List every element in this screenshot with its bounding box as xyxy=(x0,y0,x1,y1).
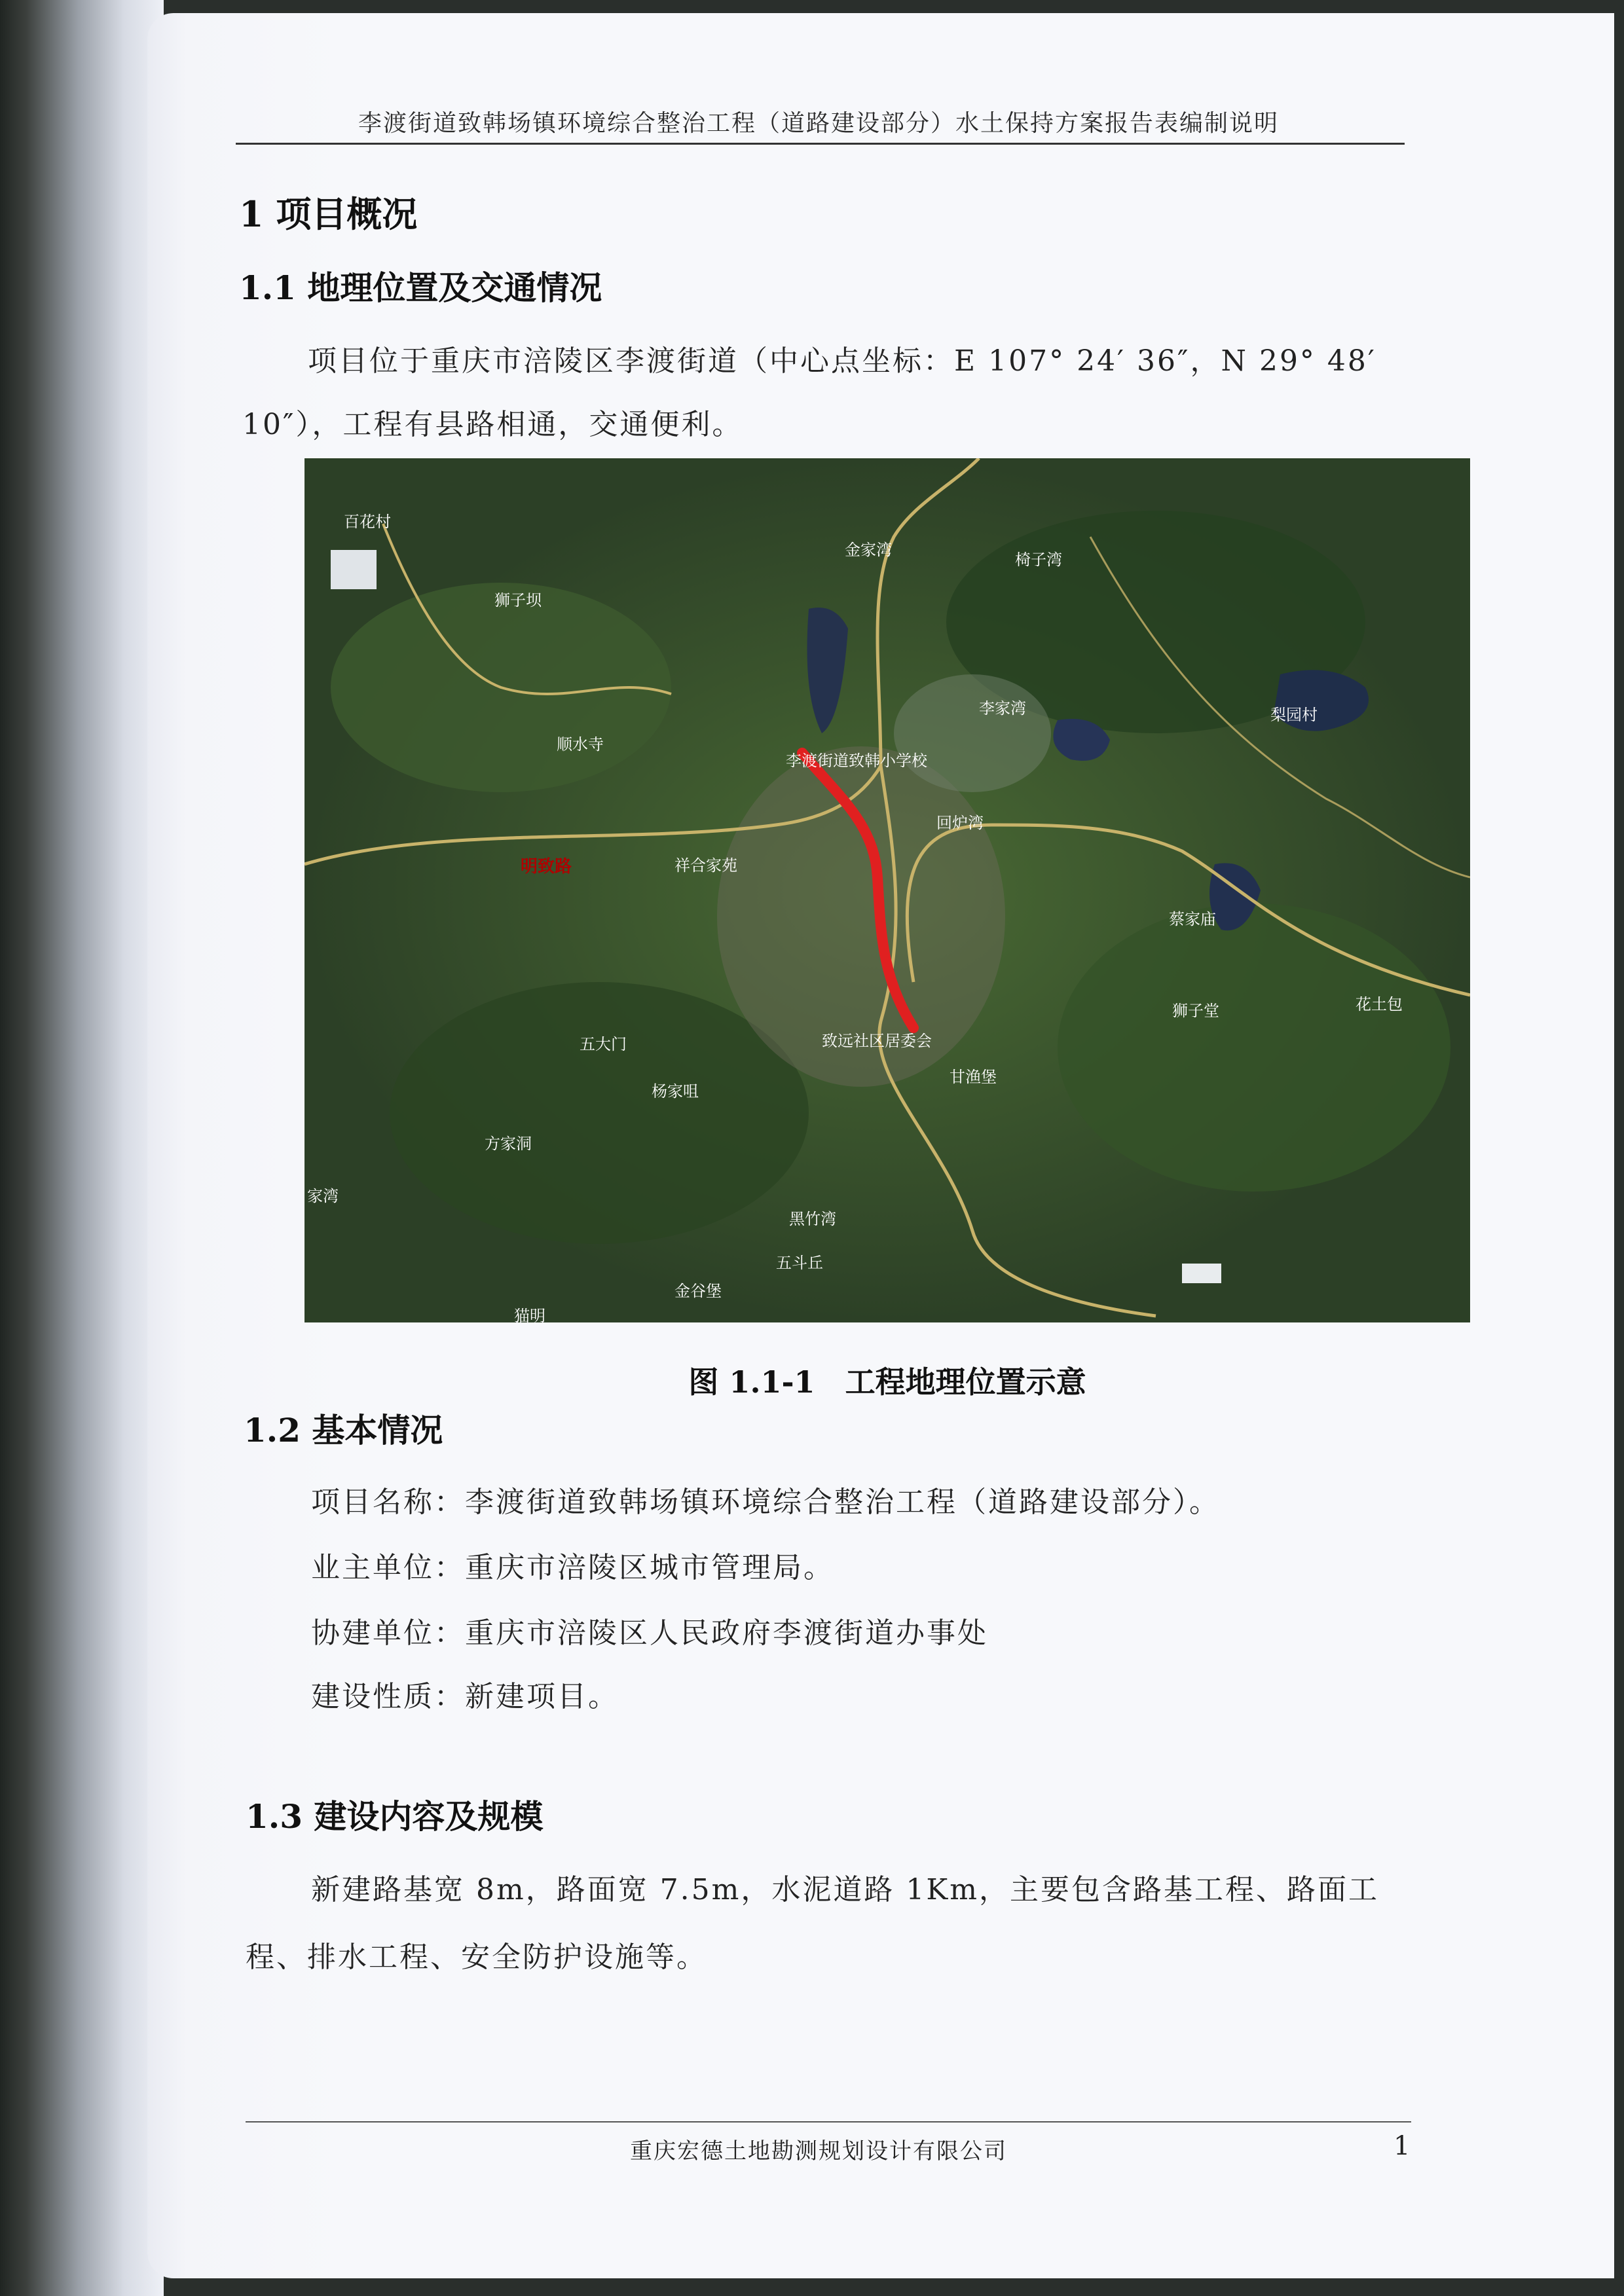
map-label-huiluwan: 回炉湾 xyxy=(936,814,984,832)
section-1-heading: 1 项目概况 xyxy=(239,193,418,235)
map-label-shunshuisi: 顺水寺 xyxy=(557,735,604,754)
building-block xyxy=(331,550,377,589)
section-1-1-heading: 1.1 地理位置及交通情况 xyxy=(239,268,602,307)
figure-caption: 图 1.1-1 工程地理位置示意 xyxy=(688,1364,1086,1400)
running-header: 李渡街道致韩场镇环境综合整治工程（道路建设部分）水土保持方案报告表编制说明 xyxy=(358,110,1279,137)
map-label-zhiyuan: 致远社区居委会 xyxy=(822,1032,932,1050)
map-label-huashibao: 花土包 xyxy=(1356,995,1403,1013)
footer-rule xyxy=(246,2121,1411,2123)
map-label-baihuacun: 百花村 xyxy=(344,513,391,531)
map-label-yangjiayao: 杨家咀 xyxy=(652,1082,699,1101)
map-label-wudamen: 五大门 xyxy=(580,1035,627,1053)
map-label-wudouqiu: 五斗丘 xyxy=(776,1254,823,1272)
satellite-map xyxy=(304,458,1470,1322)
footer-company: 重庆宏德土地勘测规划设计有限公司 xyxy=(630,2138,1007,2164)
building-block xyxy=(1182,1264,1221,1283)
book-binding-shadow xyxy=(0,0,164,2296)
map-label-maoming: 猫明 xyxy=(514,1307,545,1322)
map-label-ganyubao: 甘渔堡 xyxy=(950,1068,997,1086)
basic-info-project-name: 项目名称：李渡街道致韩场镇环境综合整治工程（道路建设部分）。 xyxy=(311,1485,1220,1519)
map-label-school: 李渡街道致韩小学校 xyxy=(786,752,927,770)
map-label-jinjiawan: 金家湾 xyxy=(845,541,892,559)
basic-info-co-builder: 协建单位：重庆市涪陵区人民政府李渡街道办事处 xyxy=(311,1616,988,1650)
basic-info-nature: 建设性质：新建项目。 xyxy=(311,1680,619,1713)
map-label-lijiawan: 李家湾 xyxy=(979,699,1026,718)
location-paragraph-line-2: 10″），工程有县路相通，交通便利。 xyxy=(242,408,743,441)
map-label-jiawan: 家湾 xyxy=(307,1187,339,1205)
page-number: 1 xyxy=(1393,2131,1411,2161)
map-label-yiziwan: 椅子湾 xyxy=(1015,551,1062,569)
map-label-fangjiadong: 方家洞 xyxy=(485,1135,532,1153)
map-label-jingubao: 金谷堡 xyxy=(674,1282,722,1300)
section-1-2-heading: 1.2 基本情况 xyxy=(244,1411,443,1449)
map-label-heizhuwan: 黑竹湾 xyxy=(789,1210,836,1228)
map-label-caijiamiao: 蔡家庙 xyxy=(1169,910,1216,928)
location-paragraph-line-1: 项目位于重庆市涪陵区李渡街道（中心点坐标：E 107° 24′ 36″，N 29° 48′ xyxy=(308,344,1376,378)
scope-paragraph-line-2: 程、排水工程、安全防护设施等。 xyxy=(246,1941,707,1974)
section-1-3-heading: 1.3 建设内容及规模 xyxy=(246,1797,544,1836)
map-canvas xyxy=(304,458,1470,1322)
map-label-shiziba: 狮子坝 xyxy=(494,591,542,610)
header-rule xyxy=(236,143,1405,145)
map-label-road: 明致路 xyxy=(521,857,572,877)
basic-info-owner: 业主单位：重庆市涪陵区城市管理局。 xyxy=(311,1551,834,1584)
scope-paragraph-line-1: 新建路基宽 8m，路面宽 7.5m，水泥道路 1Km，主要包含路基工程、路面工 xyxy=(311,1873,1379,1906)
map-label-xiangheyuan: 祥合家苑 xyxy=(674,856,737,875)
map-label-liyuancun: 梨园村 xyxy=(1270,706,1318,724)
terrain-patch xyxy=(390,982,809,1244)
map-label-shizitang: 狮子堂 xyxy=(1172,1002,1219,1020)
terrain-patch xyxy=(894,674,1051,792)
terrain-patch xyxy=(1058,903,1450,1192)
